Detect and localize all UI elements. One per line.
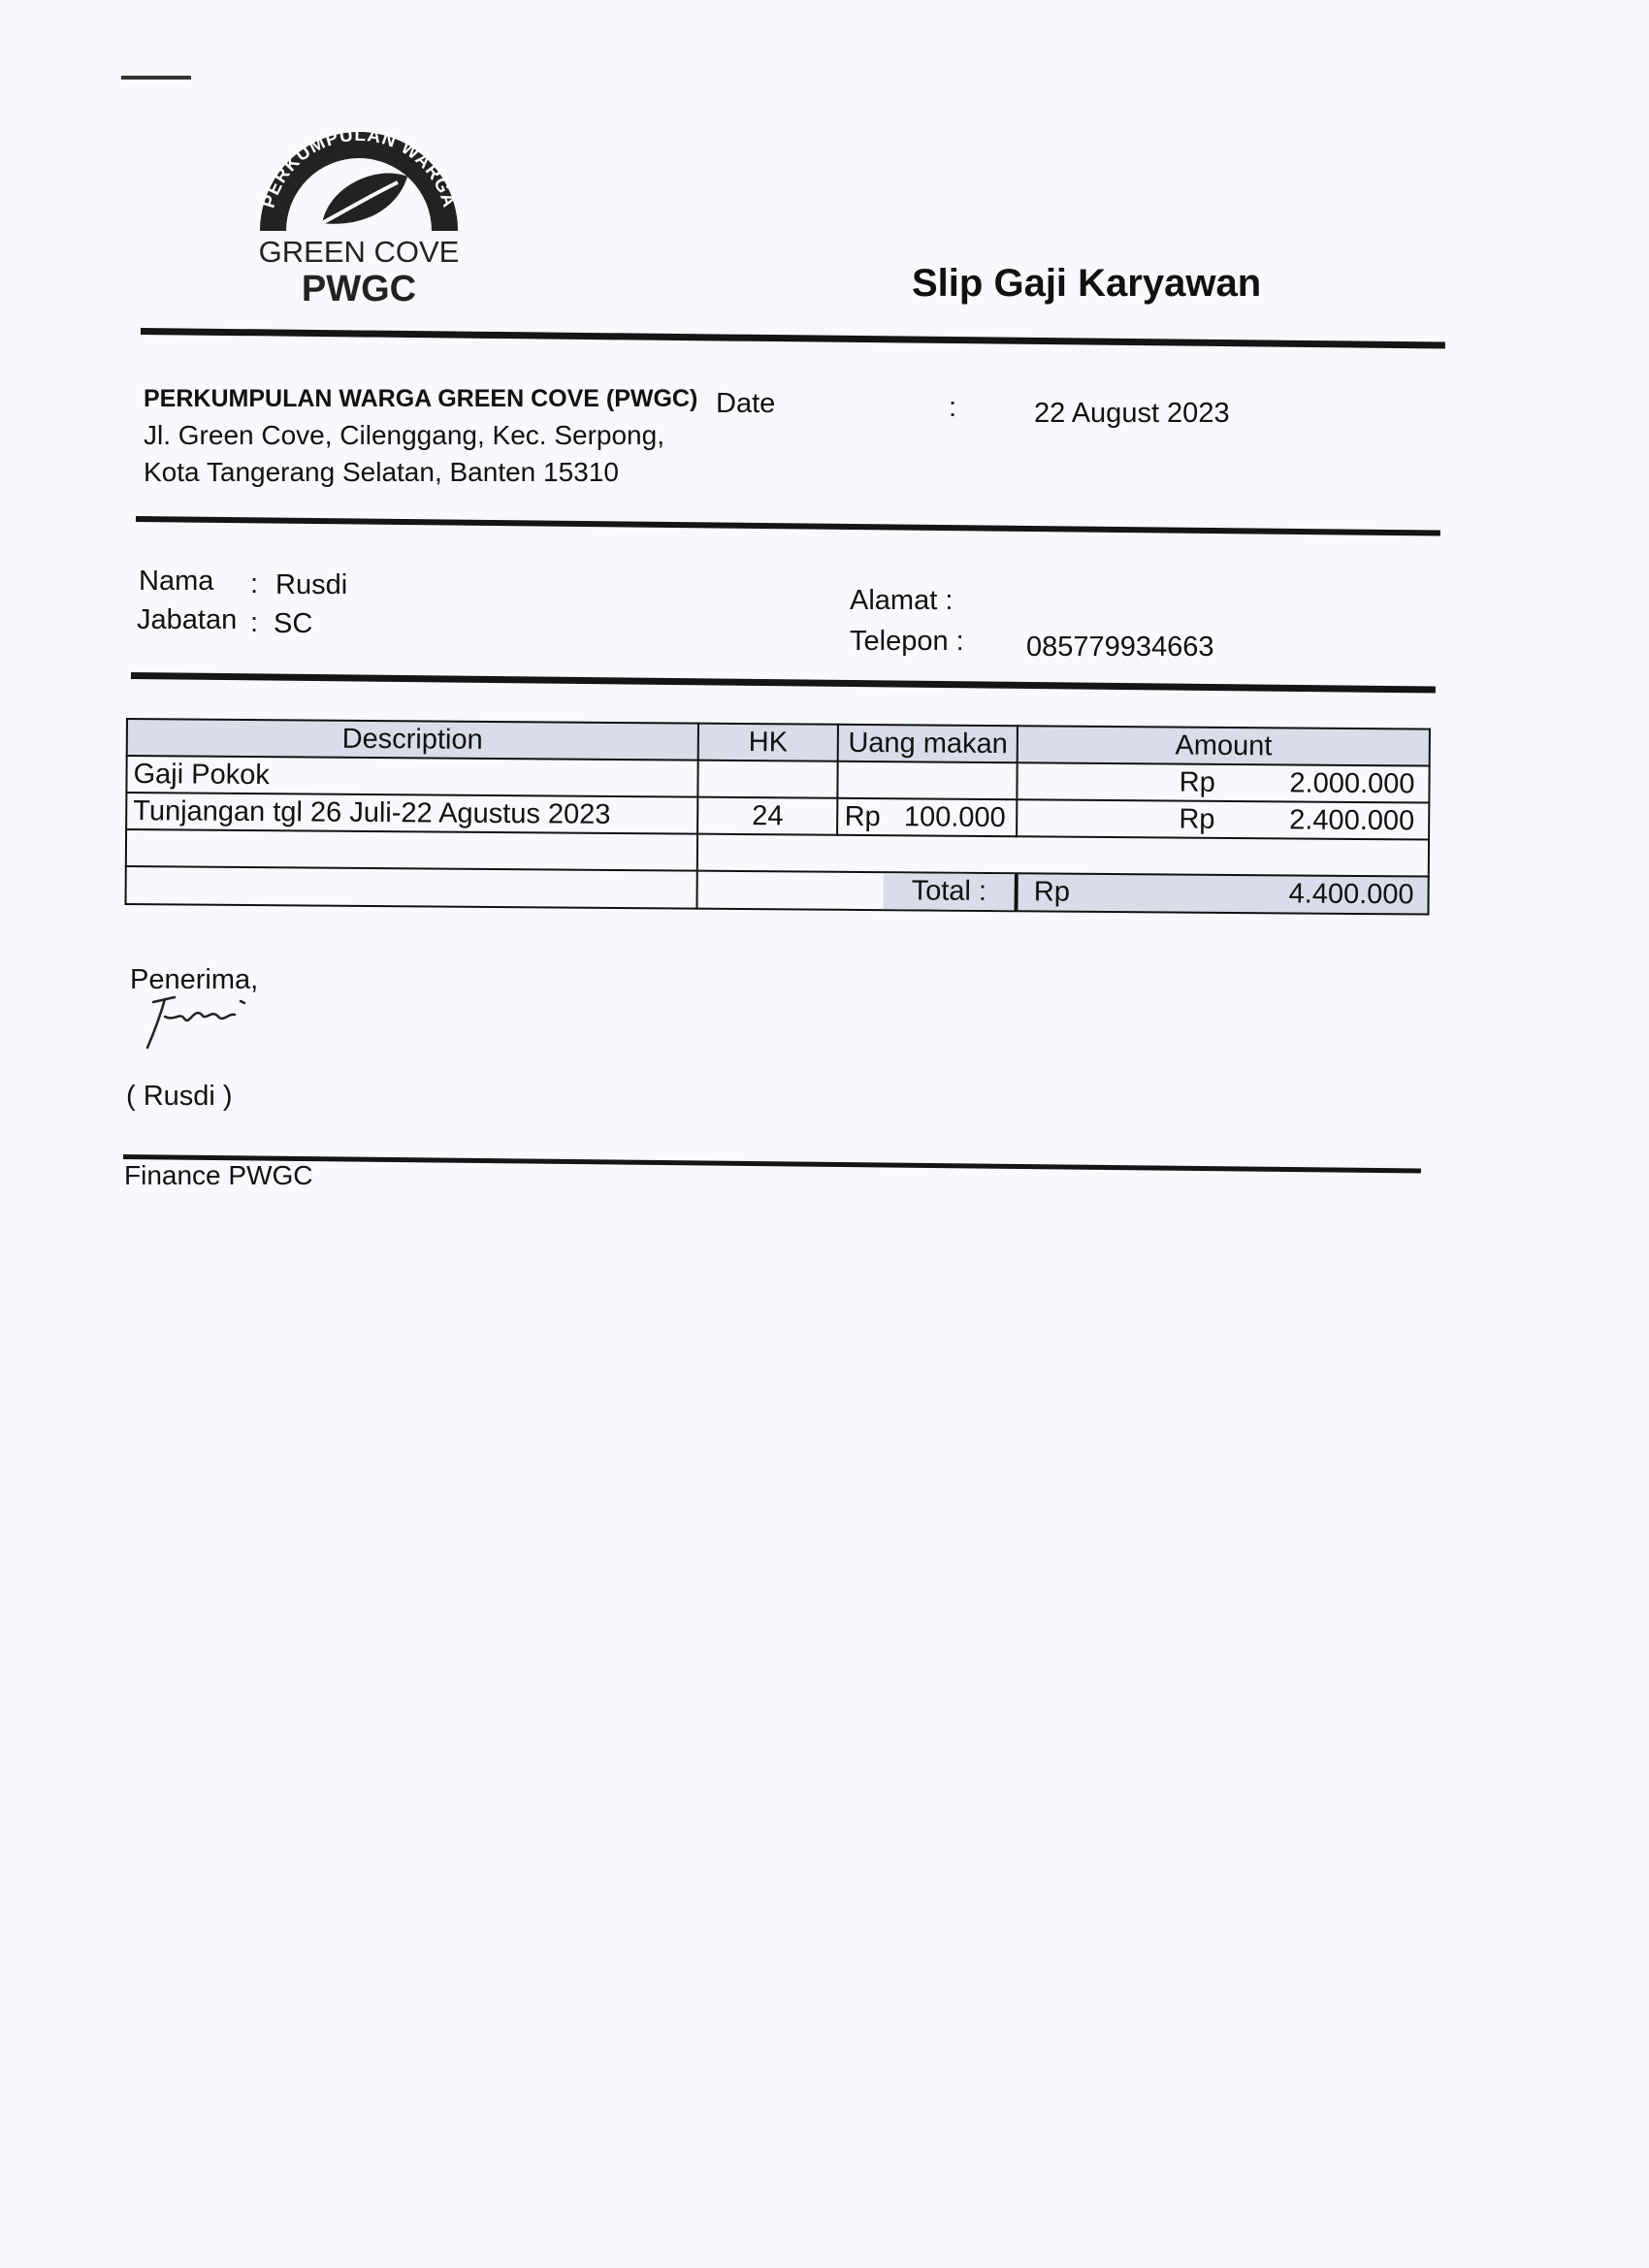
logo-arc-text: PERKUMPULAN WARGA (258, 124, 460, 211)
receiver-name: ( Rusdi ) (126, 1081, 233, 1112)
pwgc-logo (242, 116, 475, 310)
row-hk: 24 (697, 797, 838, 835)
employee-phone: 085779934663 (1026, 632, 1214, 663)
organization-address-line2: Kota Tangerang Selatan, Banten 15310 (144, 457, 619, 487)
logo-name: GREEN COVE (258, 235, 460, 269)
organization-name: PERKUMPULAN WARGA GREEN COVE (PWGC) (144, 385, 698, 412)
leaf-icon (322, 174, 407, 224)
date-label: Date (716, 388, 776, 419)
employee-position-separator: : (250, 607, 259, 638)
total-amount-cell (1017, 873, 1429, 914)
row-amount (1018, 762, 1430, 802)
column-header-amount: Amount (1018, 726, 1430, 765)
divider-footer (123, 1154, 1421, 1173)
organization-block (144, 380, 697, 491)
logo-emblem (242, 116, 475, 310)
footer-issuer: Finance PWGC (124, 1160, 313, 1190)
row-amount-currency: Rp (1179, 803, 1215, 835)
scan-mark (121, 76, 191, 80)
row-meal (838, 761, 1018, 799)
column-header-description: Description (127, 719, 698, 761)
employee-position: SC (274, 608, 313, 639)
column-header-hk: HK (697, 724, 838, 761)
date-separator: : (949, 392, 957, 423)
employee-name-separator: : (250, 568, 259, 599)
date-value: 22 August 2023 (1034, 398, 1230, 429)
employee-name-label: Nama (139, 566, 214, 597)
divider-bottom (131, 672, 1436, 694)
receiver-label: Penerima, (130, 964, 259, 995)
row-amount-currency: Rp (1179, 766, 1215, 798)
row-description: Tunjangan tgl 26 Juli-22 Agustus 2023 (126, 793, 697, 834)
page-title: Slip Gaji Karyawan (912, 262, 1262, 305)
total-currency: Rp (1033, 876, 1071, 908)
row-hk (697, 761, 838, 798)
total-amount: 4.400.000 (1288, 878, 1414, 911)
logo-abbr: PWGC (301, 269, 417, 309)
row-meal (837, 798, 1017, 836)
row-amount-value: 2.000.000 (1289, 766, 1415, 799)
row-amount-value: 2.400.000 (1289, 803, 1415, 836)
employee-address-label: Alamat : (850, 585, 954, 616)
divider-top (141, 328, 1445, 349)
employee-phone-label: Telepon : (850, 626, 964, 657)
row-meal-amount: 100.000 (903, 800, 1006, 833)
divider-middle (136, 516, 1440, 536)
organization-address-line1: Jl. Green Cove, Cilenggang, Kec. Serpong, (144, 420, 664, 450)
employee-position-label: Jabatan (137, 604, 238, 635)
signature-image (136, 988, 252, 1055)
total-label: Total : (884, 873, 1015, 910)
row-amount (1017, 799, 1429, 839)
salary-table (124, 718, 1431, 961)
column-header-meal: Uang makan (838, 725, 1018, 762)
row-description: Gaji Pokok (126, 756, 697, 797)
employee-name: Rusdi (275, 569, 348, 600)
row-meal-currency: Rp (844, 800, 881, 832)
